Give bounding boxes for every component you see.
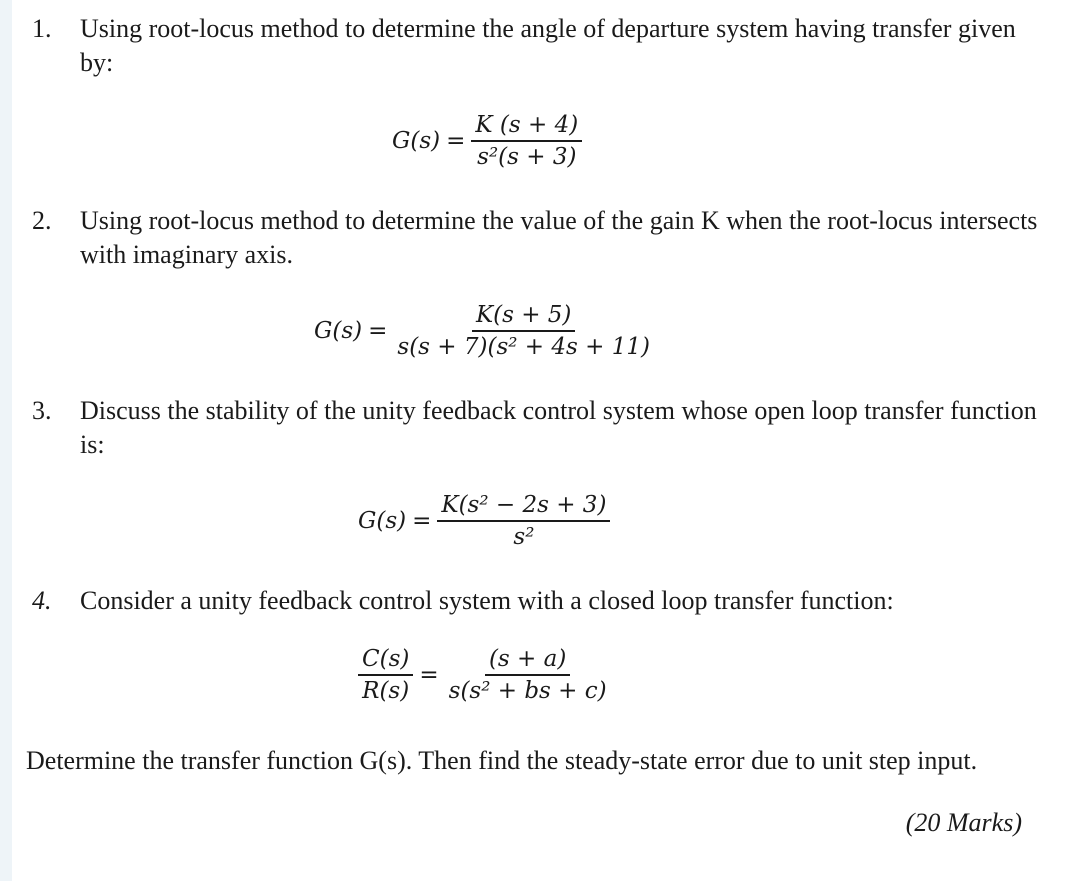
equals-sign: =	[368, 318, 388, 344]
lhs-fraction	[358, 646, 413, 704]
question-text: Using root-locus method to determine the value of the gain K when the root-locus intersects with imaginary axis.	[80, 206, 1038, 269]
fraction	[471, 112, 582, 170]
question-2	[32, 204, 1042, 272]
question-number: 1.	[32, 14, 52, 43]
denominator: s(s + 7)(s² + 4s + 11)	[397, 334, 650, 360]
question-number: 4.	[32, 586, 52, 615]
equation-1	[392, 112, 582, 170]
numerator: K (s + 4)	[471, 112, 582, 142]
equals-sign: =	[446, 128, 466, 154]
equation-4	[358, 646, 611, 704]
document-page	[12, 0, 1080, 881]
fraction	[393, 302, 654, 360]
denominator: s(s² + bs + c)	[448, 678, 607, 704]
equals-sign: =	[412, 508, 432, 534]
equation-lhs: G(s)	[358, 508, 407, 534]
numerator: K(s² − 2s + 3)	[437, 492, 610, 522]
question-3	[32, 394, 1042, 462]
denominator: s²(s + 3)	[477, 144, 577, 170]
lhs-numerator: C(s)	[358, 646, 413, 676]
fraction	[437, 492, 610, 550]
numerator: K(s + 5)	[472, 302, 575, 332]
equals-sign: =	[419, 662, 439, 688]
question-4	[32, 584, 1042, 618]
fraction	[445, 646, 611, 704]
question-text: Consider a unity feedback control system with a closed loop transfer function:	[80, 586, 894, 615]
question-text: Using root-locus method to determine the angle of departure system having transfer given by:	[80, 14, 1016, 77]
equation-3	[358, 492, 610, 550]
equation-2	[314, 302, 654, 360]
marks-label: (20 Marks)	[905, 808, 1022, 837]
numerator: (s + a)	[485, 646, 570, 676]
equation-lhs: G(s)	[392, 128, 441, 154]
question-number: 2.	[32, 206, 52, 235]
followup-text: Determine the transfer function G(s). Then find the steady-state error due to unit step input.	[26, 746, 978, 775]
lhs-denominator: R(s)	[362, 678, 410, 704]
question-number: 3.	[32, 396, 52, 425]
denominator: s²	[513, 524, 535, 550]
equation-lhs: G(s)	[314, 318, 363, 344]
question-text: Discuss the stability of the unity feedback control system whose open loop transfer function is:	[80, 396, 1037, 459]
question-1	[32, 12, 1042, 80]
